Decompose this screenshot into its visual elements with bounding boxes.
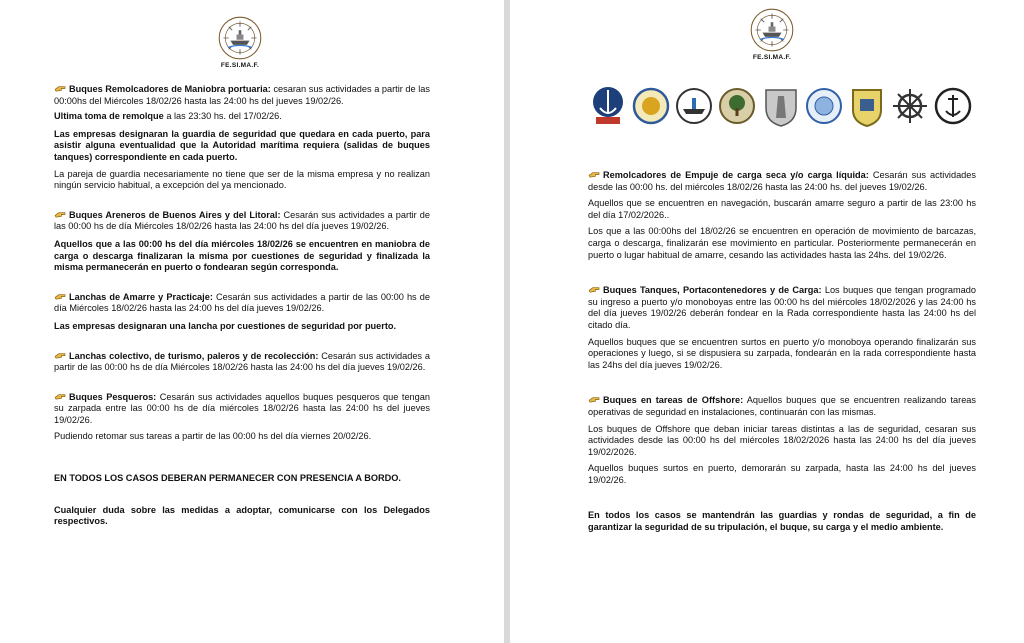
logo-caption: FE.SI.MA.F. (220, 62, 260, 69)
ship-crest-icon (674, 84, 714, 128)
section-heading-paragraph (54, 392, 430, 427)
section-heading: Lanchas colectivo, de turismo, paleros y de recolección: (69, 350, 319, 361)
paragraph: Las empresas designaran la guardia de seguridad que quedara en cada puerto, para asistir alguna eventualidad que la Autoridad marítima requiera (salidas de buques tanques) correspondiente en cada puerto. (54, 128, 430, 162)
section-heading: Buques Pesqueros: (69, 391, 157, 402)
paragraph: Aquellos buques que se encuentren surtos en puerto y/o monoboya operando finalizarán sus operaciones y luego, si se dispusiera su zarpada, fondearán en la rada correspondiente hasta las 24hs del día jueves 19/02/26. (588, 336, 976, 370)
paragraph: Pudiendo retomar sus tareas a partir de las 00:00 hs del día viernes 20/02/26. (54, 431, 372, 442)
section-text: Aquellos buques que se encuentren realizando tareas operativas de seguridad en instalaciones, continuarán con las mismas. (588, 395, 977, 417)
fesimaf-emblem-icon (214, 14, 266, 62)
section-heading-paragraph (54, 351, 430, 374)
section-heading: Buques Areneros de Buenos Aires y del Litoral: (69, 209, 281, 220)
badge-icon (847, 84, 887, 128)
pointing-hand-icon (54, 392, 67, 401)
fesimaf-logo (210, 14, 270, 70)
paragraph: Los que a las 00:00hs del 18/02/26 se encuentren en operación de movimiento de barcazas, carga o descarga, finalizarán ese movimiento en particular. Posteriormente permanecerán en puerto o lugar habitual de amarre, cesando las actividades hasta las 24hs. del 19/02/26. (588, 226, 976, 260)
section-text: Cesarán sus actividades a partir de las 00:00 hs de día Miércoles 18/02/26 hasta las 24:00 hs del día jueves 19/02/26. (54, 350, 431, 373)
section-heading-paragraph (588, 170, 976, 193)
paragraph: Los buques de Offshore que deban iniciar tareas distintas a las de seguridad, cesaran sus actividades desde las 00:00 hs del miércoles 18/02/2026 hasta las 24:00 hs del día jueves 19/02/2026. (588, 423, 976, 457)
fesimaf-logo (742, 6, 802, 62)
pointing-hand-icon (54, 292, 67, 301)
section-text: Los buques que tengan programado su ingreso a puerto y/o monoboyas entre las 00:00 hs del miércoles 18/02/2026 y las 24:00 hs del día jueves 19/02/26 deberán fondear en la Rada correspondiente hasta las 24:00 hs del citado día. (588, 285, 976, 330)
anchor-circle-icon (933, 84, 973, 128)
paragraph (54, 111, 430, 123)
section-heading: Buques Remolcadores de Maniobra portuaria: (69, 84, 271, 94)
paragraph: La pareja de guardia necesariamente no tiene que ser de la misma empresa y no realizan ningún servicio habitual, a excepción del ya mencionado. (54, 168, 430, 191)
paragraph: EN TODOS LOS CASOS DEBERAN PERMANECER CON PRESENCIA A BORDO. (54, 473, 401, 484)
union-emblems-row (588, 82, 973, 130)
pointing-hand-icon (588, 170, 601, 179)
pointing-hand-icon (588, 395, 601, 404)
paragraph: Aquellos buques surtos en puerto, demorarán su zarpada, hasta las 24:00 hs del jueves 19/02/26. (588, 463, 976, 485)
ship-wheel-icon (890, 84, 930, 128)
globe-seal-icon (804, 84, 844, 128)
section-heading: Remolcadores de Empuje de carga seca y/o carga líquida: (603, 170, 869, 180)
section-heading: Buques en tareas de Offshore: (603, 395, 744, 406)
section-heading-paragraph (54, 210, 430, 233)
paragraph: Aquellos que a las 00:00 hs del día miércoles 18/02/26 se encuentren en maniobra de carga o descarga finalizaran la misma por cuestiones de seguridad y finalizada la misma permanecerán en puerto o fondearan según corresponda. (54, 238, 430, 273)
section-heading-paragraph (588, 395, 976, 418)
left-content (54, 84, 430, 528)
pointing-hand-icon (588, 285, 601, 294)
pointing-hand-icon (54, 351, 67, 360)
paragraph: Cualquier duda sobre las medidas a adoptar, comunicarse con los Delegados respectivos. (54, 504, 430, 527)
pointing-hand-icon (54, 210, 67, 219)
right-content (588, 170, 976, 534)
section-heading: Lanchas de Amarre y Practicaje: (69, 291, 213, 302)
section-heading-paragraph (588, 285, 976, 331)
section-text: Cesarán sus actividades a partir de las 00:00 hs de día Miércoles 18/02/26 hasta las 24:00 hs del día jueves 19/02/26. (54, 291, 430, 314)
paragraph: Las empresas designaran una lancha por cuestiones de seguridad por puerto. (54, 320, 397, 331)
section-heading: Buques Tanques, Portacontenedores y de Carga: (603, 285, 822, 296)
section-heading-paragraph (54, 84, 430, 107)
right-page (510, 0, 1024, 643)
paragraph: Aquellos que se encuentren en navegación, buscarán amarre seguro a partir de las 23:00 hs del día 17/02/2026.. (588, 198, 976, 220)
logo-caption: FE.SI.MA.F. (752, 54, 792, 61)
section-text: Cesarán sus actividades a partir de las 00:00 hs de día Miércoles 18/02/26 hasta las 24:00 hs del día jueves 19/02/26. (54, 209, 430, 232)
section-text: Cesarán sus actividades aquellos buques pesqueros que tengan su zarpada entre las 00:00 hs de día miércoles 18/02/26 hasta las 24:00 hs del jueves 19/02/26. (54, 391, 430, 425)
union-seal-icon (631, 84, 671, 128)
anchor-crest-icon (588, 84, 628, 128)
paragraph-text: a las 23:30 hs. del 17/02/26. (163, 111, 282, 122)
section-text: Cesarán sus actividades desde las 00:00 hs. del miércoles 18/02/26 hasta las 24:00 hs. del jueves 19/02/26. (588, 170, 976, 192)
section-text: cesaran sus actividades a partir de las 00:00hs del Miércoles 18/02/26 hasta las 24:00 hs del jueves 19/02/26. (54, 84, 430, 106)
left-page (0, 0, 504, 643)
pointing-hand-icon (54, 84, 67, 93)
section-heading-paragraph (54, 292, 430, 315)
fesimaf-emblem-icon (746, 6, 798, 54)
lighthouse-shield-icon (761, 84, 801, 128)
paragraph: En todos los casos se mantendrán las guardias y rondas de seguridad, a fin de garantizar la seguridad de su tripulación, el buque, su carga y el medio ambiente. (588, 510, 976, 533)
tree-emblem-icon (717, 84, 757, 128)
bold-intro: Ultima toma de remolque (54, 111, 164, 122)
